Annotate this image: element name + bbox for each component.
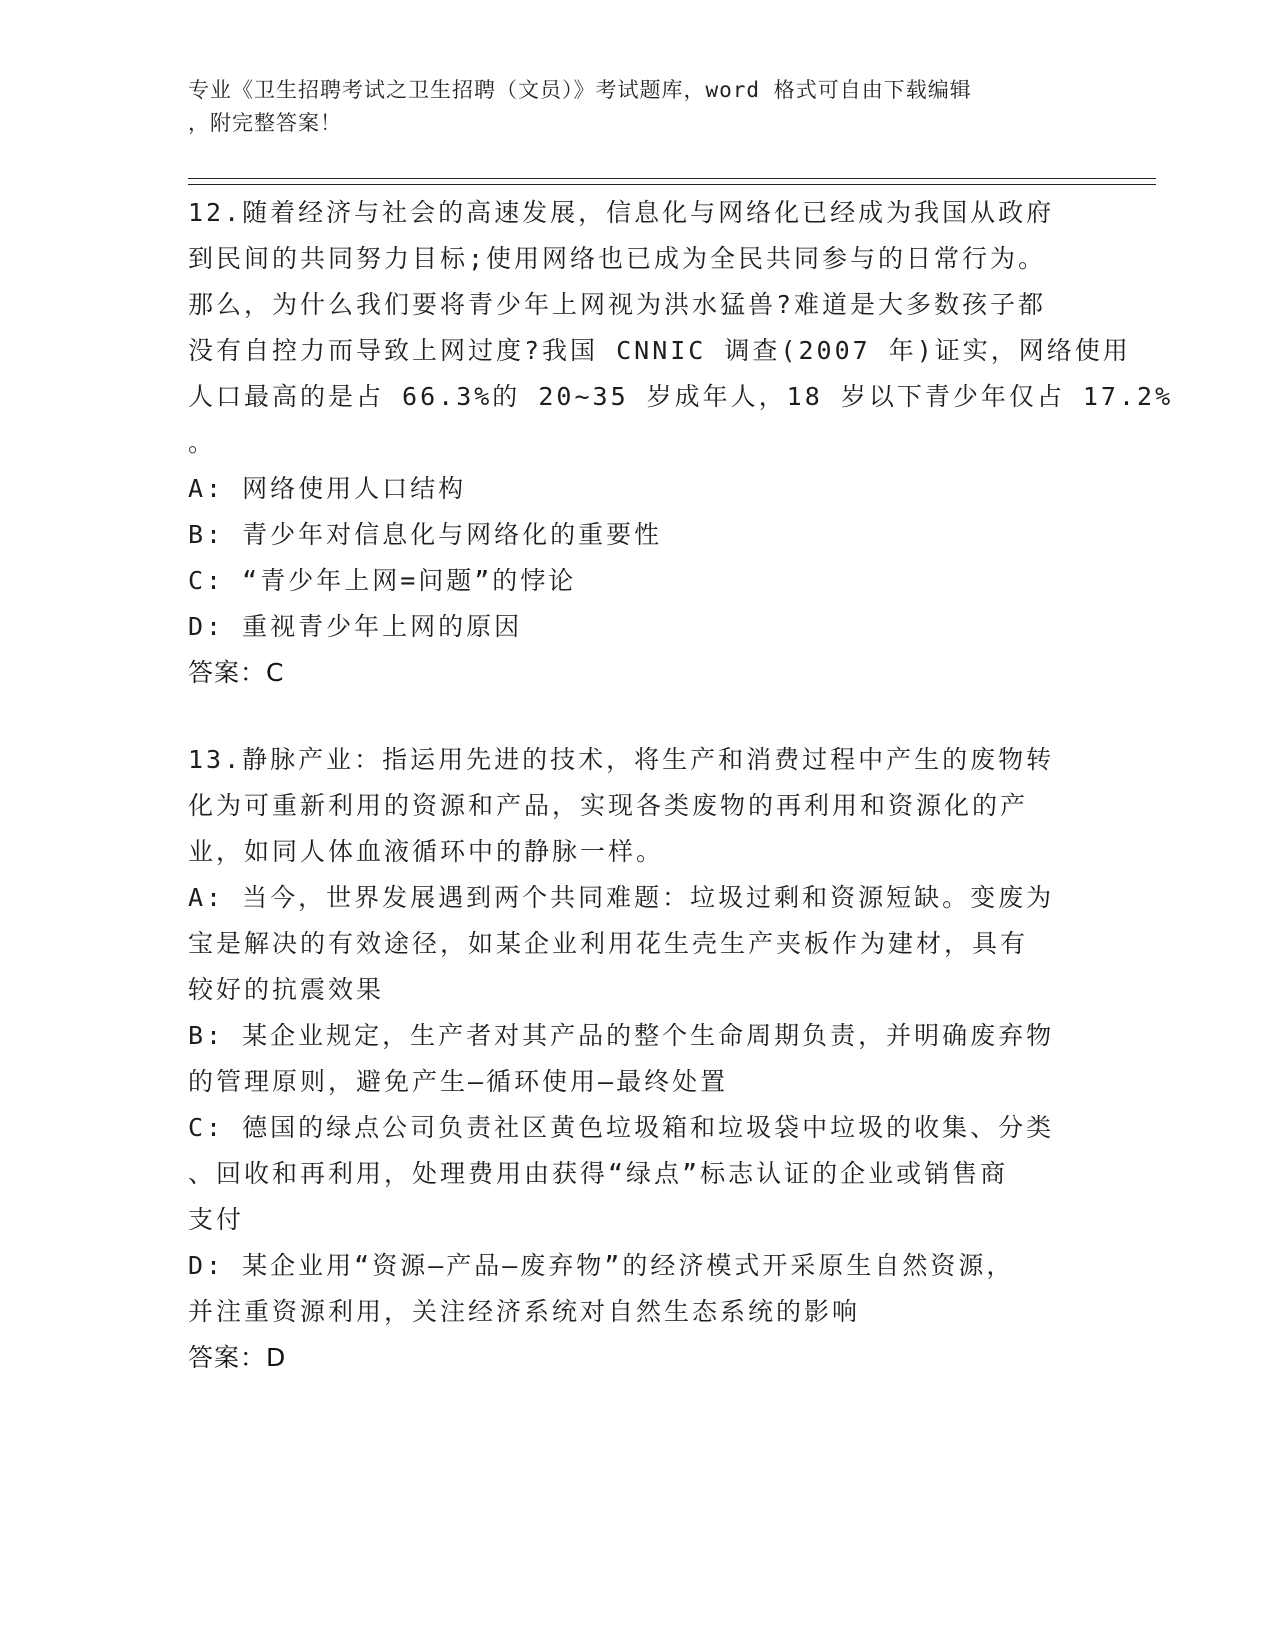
question-stem-line: 业，如同人体血液循环中的静脉一样。 <box>188 837 665 866</box>
question-stem-line: 到民间的共同努力目标;使用网络也已成为全民共同参与的日常行为。 <box>188 244 1047 273</box>
option-a: A: 网络使用人口结构 <box>188 474 467 503</box>
option-d: D: 某企业用“资源—产品—废弃物”的经济模式开采原生自然资源， <box>188 1251 1015 1280</box>
header-line-1: 专业《卫生招聘考试之卫生招聘（文员）》考试题库，word 格式可自由下载编辑 <box>188 78 972 102</box>
question-stem-line: 化为可重新利用的资源和产品，实现各类废物的再利用和资源化的产 <box>188 791 1029 820</box>
header-divider-top <box>188 178 1156 179</box>
question-stem-line: 。 <box>188 428 217 457</box>
option-c-continued: 、回收和再利用，处理费用由获得“绿点”标志认证的企业或销售商 <box>188 1159 1009 1188</box>
option-d-continued: 并注重资源利用，关注经济系统对自然生态系统的影响 <box>188 1297 861 1326</box>
option-a-continued: 宝是解决的有效途径，如某企业利用花生壳生产夹板作为建材，具有 <box>188 929 1029 958</box>
option-b: B: 青少年对信息化与网络化的重要性 <box>188 520 663 549</box>
answer-label: 答案：D <box>188 1343 287 1372</box>
option-a: A: 当今，世界发展遇到两个共同难题：垃圾过剩和资源短缺。变废为 <box>188 883 1055 912</box>
option-c: C: 德国的绿点公司负责社区黄色垃圾箱和垃圾袋中垃圾的收集、分类 <box>188 1113 1055 1142</box>
option-b: B: 某企业规定，生产者对其产品的整个生命周期负责，并明确废弃物 <box>188 1021 1055 1050</box>
answer-label: 答案：C <box>188 658 285 687</box>
option-d: D: 重视青少年上网的原因 <box>188 612 523 641</box>
option-b-continued: 的管理原则，避免产生—循环使用—最终处置 <box>188 1067 729 1096</box>
option-c-continued: 支付 <box>188 1205 245 1234</box>
question-stem-line: 人口最高的是占 66.3%的 20~35 岁成年人，18 岁以下青少年仅占 17.2% <box>188 382 1174 411</box>
header-divider-bottom <box>188 184 1156 185</box>
option-a-continued: 较好的抗震效果 <box>188 975 385 1004</box>
document-header <box>188 74 1068 140</box>
option-c: C: “青少年上网=问题”的悖论 <box>188 566 577 595</box>
question-stem-line: 没有自控力而导致上网过度?我国 CNNIC 调查(2007 年)证实，网络使用 <box>188 336 1131 365</box>
question-stem-line: 那么，为什么我们要将青少年上网视为洪水猛兽?难道是大多数孩子都 <box>188 290 1047 319</box>
question-stem-line: 12.随着经济与社会的高速发展，信息化与网络化已经成为我国从政府 <box>188 198 1055 227</box>
question-12 <box>188 190 1174 696</box>
header-line-2: ，附完整答案！ <box>188 111 342 135</box>
question-stem-line: 13.静脉产业：指运用先进的技术，将生产和消费过程中产生的废物转 <box>188 745 1055 774</box>
question-13 <box>188 737 1088 1381</box>
